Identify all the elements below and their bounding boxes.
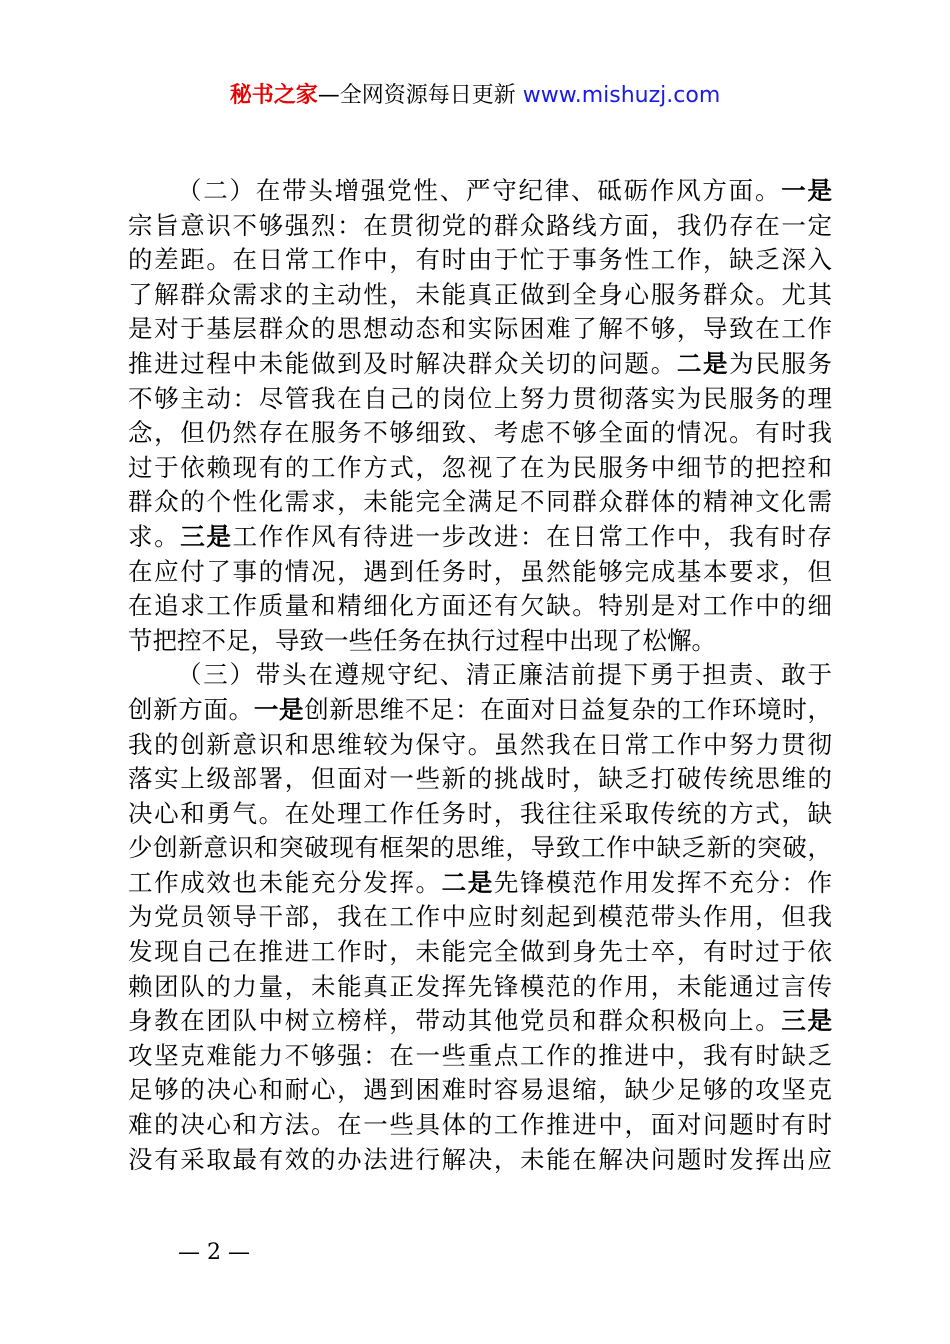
text-line xyxy=(128,243,832,278)
bold-marker: 二是 xyxy=(441,867,494,897)
text-segment: 为民服务 xyxy=(729,348,833,378)
text-segment: 我的创新意识和思维较为保守。虽然我在日常工作中努力贯彻 xyxy=(128,729,832,759)
bold-marker: 三是 xyxy=(781,1006,833,1036)
text-line xyxy=(128,174,832,209)
text-segment: 不够主动：尽管我在自己的岗位上努力贯彻落实为民服务的理 xyxy=(128,383,832,413)
text-segment: 推进过程中未能做到及时解决群众关切的问题。 xyxy=(128,348,677,378)
text-line xyxy=(128,728,832,763)
text-line xyxy=(128,831,832,866)
page-number: — 2 — xyxy=(178,1240,250,1265)
text-segment: 攻坚克难能力不够强：在一些重点工作的推进中，我有时缺乏 xyxy=(128,1040,832,1070)
text-segment: 创新思维不足：在面对日益复杂的工作环境时， xyxy=(304,694,833,724)
text-line xyxy=(128,1143,832,1178)
bold-marker: 一是 xyxy=(253,694,305,724)
text-line xyxy=(128,209,832,244)
text-line xyxy=(128,485,832,520)
site-header xyxy=(0,80,950,112)
text-segment: 群众的个性化需求，未能完全满足不同群众群体的精神文化需 xyxy=(128,487,832,517)
text-line xyxy=(128,589,832,624)
text-line xyxy=(128,1073,832,1108)
text-line xyxy=(128,624,832,659)
text-segment: 在追求工作质量和精细化方面还有欠缺。特别是对工作中的细 xyxy=(128,591,832,621)
bold-marker: 二是 xyxy=(676,348,730,378)
text-segment: （三）带头在遵规守纪、清正廉洁前提下勇于担责、敢于 xyxy=(177,660,832,690)
text-segment: 决心和勇气。在处理工作任务时，我往往采取传统的方式，缺 xyxy=(128,798,832,828)
site-url-link[interactable]: www.mishuzj.com xyxy=(522,83,721,108)
text-segment: 发现自己在推进工作时，未能完全做到身先士卒，有时过于依 xyxy=(128,937,832,967)
text-segment: 的差距。在日常工作中，有时由于忙于事务性工作，缺乏深入 xyxy=(128,245,832,275)
text-segment: 过于依赖现有的工作方式，忽视了在为民服务中细节的把控和 xyxy=(128,452,832,482)
text-segment: 赖团队的力量，未能真正发挥先锋模范的作用，未能通过言传 xyxy=(128,971,832,1001)
header-tagline: —全网资源每日更新 xyxy=(317,83,516,108)
text-segment: 难的决心和方法。在一些具体的工作推进中，面对问题时有时 xyxy=(128,1110,832,1140)
text-segment: 落实上级部署，但面对一些新的挑战时，缺乏打破传统思维的 xyxy=(128,764,832,794)
bold-marker: 一是 xyxy=(781,176,833,205)
text-line xyxy=(128,658,832,693)
text-segment: 节把控不足，导致一些任务在执行过程中出现了松懈。 xyxy=(128,625,716,655)
text-segment: 创新方面。 xyxy=(128,694,254,724)
text-segment: 先锋模范作用发挥不充分：作 xyxy=(493,867,833,897)
text-line xyxy=(128,866,832,901)
text-line xyxy=(128,900,832,935)
text-line xyxy=(128,312,832,347)
text-segment: 工作作风有待进一步改进：在日常工作中，我有时存 xyxy=(232,521,833,551)
text-segment: （二）在带头增强党性、严守纪律、砥砺作风方面。 xyxy=(177,176,782,205)
text-segment: 工作成效也未能充分发挥。 xyxy=(128,867,442,897)
text-line xyxy=(128,935,832,970)
bold-marker: 三是 xyxy=(180,521,233,551)
document-body xyxy=(128,174,832,1177)
brand-name: 秘书之家 xyxy=(229,83,318,108)
text-segment: 在应付了事的情况，遇到任务时，虽然能够完成基本要求，但 xyxy=(128,556,832,586)
text-segment: 求。 xyxy=(128,521,181,551)
text-segment: 身教在团队中树立榜样，带动其他党员和群众积极向上。 xyxy=(128,1006,782,1036)
text-line xyxy=(128,762,832,797)
text-line xyxy=(128,693,832,728)
text-segment: 足够的决心和耐心，遇到困难时容易退缩，缺少足够的攻坚克 xyxy=(128,1075,832,1105)
text-line xyxy=(128,278,832,313)
text-line xyxy=(128,1108,832,1143)
text-line xyxy=(128,1004,832,1039)
text-line xyxy=(128,555,832,590)
text-line xyxy=(128,451,832,486)
text-line xyxy=(128,797,832,832)
text-line xyxy=(128,416,832,451)
text-line xyxy=(128,382,832,417)
text-segment: 没有采取最有效的办法进行解决，未能在解决问题时发挥出应 xyxy=(128,1144,832,1174)
text-segment: 念，但仍然存在服务不够细致、考虑不够全面的情况。有时我 xyxy=(128,418,832,448)
text-line xyxy=(128,1039,832,1074)
text-line xyxy=(128,520,832,555)
text-segment: 了解群众需求的主动性，未能真正做到全身心服务群众。尤其 xyxy=(128,279,832,309)
text-segment: 为党员领导干部，我在工作中应时刻起到模范带头作用，但我 xyxy=(128,902,832,932)
text-line xyxy=(128,347,832,382)
text-line xyxy=(128,970,832,1005)
text-segment: 宗旨意识不够强烈：在贯彻党的群众路线方面，我仍存在一定 xyxy=(128,210,832,240)
text-segment: 是对于基层群众的思想动态和实际困难了解不够，导致在工作 xyxy=(128,314,832,344)
text-segment: 少创新意识和突破现有框架的思维，导致工作中缺乏新的突破， xyxy=(128,833,832,863)
